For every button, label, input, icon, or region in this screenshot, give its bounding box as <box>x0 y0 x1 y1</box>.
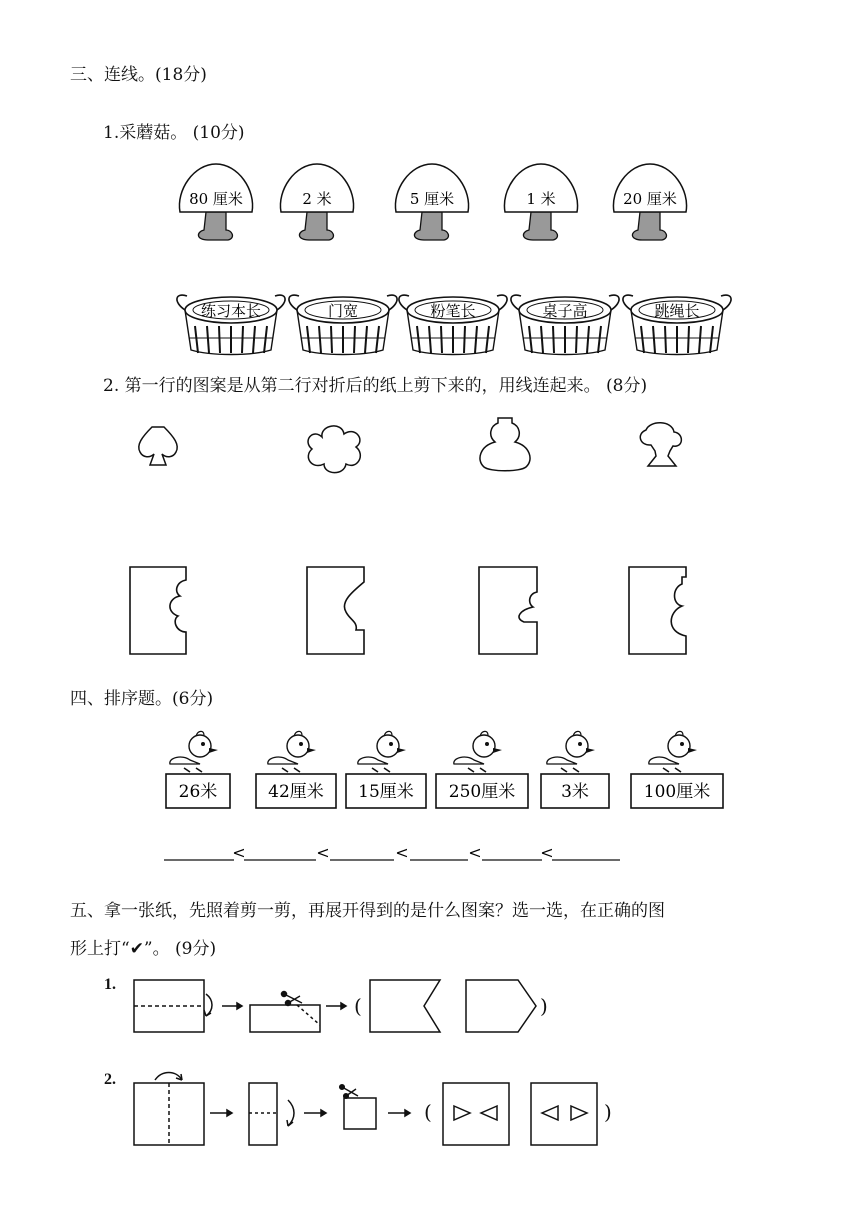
basket-label: 跳绳长 <box>654 302 700 320</box>
mushroom-label: 80 厘米 <box>189 190 243 208</box>
basket <box>623 295 731 354</box>
duck-row <box>0 730 860 815</box>
duck-icon <box>649 757 679 764</box>
duck-label: 3米 <box>561 782 589 802</box>
folded-paper-3 <box>479 567 537 654</box>
less-than-sign: < <box>232 843 246 862</box>
option-shape-a <box>370 980 440 1032</box>
q2-title: 2. 第一行的图案是从第二行对折后的纸上剪下来的，用线连起来。 (8分) <box>103 376 648 396</box>
paper-folded-2a <box>249 1083 277 1145</box>
less-than-sign: < <box>540 843 554 862</box>
duck-icon <box>268 757 298 764</box>
duck-card <box>541 731 609 808</box>
basket-label: 桌子高 <box>542 302 588 320</box>
mushroom-label: 20 厘米 <box>623 190 677 208</box>
q1-label: 1. <box>104 976 116 993</box>
mushroom-label: 1 米 <box>526 190 556 208</box>
mushroom <box>395 164 468 240</box>
folded-papers <box>0 560 860 660</box>
duck-label: 15厘米 <box>358 782 414 802</box>
q2-label: 2. <box>104 1071 116 1088</box>
mushroom-label: 2 米 <box>302 190 332 208</box>
section5-title-line1: 五、拿一张纸，先照着剪一剪，再展开得到的是什么图案？选一选，在正确的图 <box>70 901 665 921</box>
gourd-shape <box>480 418 530 471</box>
basket <box>289 295 397 354</box>
club-shape <box>640 423 681 466</box>
fold-cut-diagram-1 <box>0 970 860 1040</box>
basket-row <box>0 288 860 360</box>
folded-paper-2 <box>307 567 364 654</box>
cutout-shapes <box>0 410 860 480</box>
folded-paper-4 <box>629 567 686 654</box>
basket-label: 门宽 <box>327 302 359 320</box>
duck-icon <box>454 757 484 764</box>
duck-icon <box>358 757 388 764</box>
duck-icon <box>547 757 577 764</box>
mushroom <box>179 164 252 240</box>
folded-paper-1 <box>130 567 186 654</box>
less-than-sign: < <box>316 843 330 862</box>
less-than-sign: < <box>395 843 409 862</box>
section5-title-line2: 形上打“✔”。 (9分) <box>70 939 217 959</box>
q1-title: 1.采蘑菇。 (10分) <box>103 123 245 143</box>
mushroom-label: 5 厘米 <box>409 190 455 208</box>
baskets-svg <box>0 288 860 360</box>
duck-card <box>346 731 426 808</box>
option-2a <box>443 1083 509 1145</box>
duck-card <box>631 731 723 808</box>
mushroom <box>280 164 353 240</box>
duck-icon <box>170 757 200 764</box>
fold-arrow-side <box>288 1100 294 1126</box>
paper-folded-2b <box>344 1098 376 1129</box>
option-shape-b <box>466 980 536 1032</box>
paren-close-1: ) <box>540 994 548 1018</box>
spade-shape <box>139 427 178 465</box>
duck-card <box>256 731 336 808</box>
basket <box>511 295 619 354</box>
paper-folded <box>250 1005 320 1032</box>
paren-open-1: ( <box>354 994 362 1018</box>
section4-title: 四、排序题。(6分) <box>70 689 214 709</box>
basket <box>399 295 507 354</box>
mushrooms-svg <box>0 160 860 250</box>
sort-answer-line <box>160 838 630 864</box>
duck-card <box>436 731 528 808</box>
duck-label: 26米 <box>178 782 218 802</box>
basket-label: 练习本长 <box>200 302 262 320</box>
duck-label: 250厘米 <box>448 782 516 802</box>
basket-label: 粉笔长 <box>430 302 476 320</box>
less-than-sign: < <box>468 843 482 862</box>
paren-open-2: ( <box>424 1100 432 1124</box>
duck-label: 42厘米 <box>268 782 324 802</box>
flower-shape <box>308 426 360 473</box>
blanks-svg <box>160 838 630 864</box>
duck-label: 100厘米 <box>643 782 711 802</box>
mushroom <box>613 164 686 240</box>
paren-close-2: ) <box>604 1100 612 1124</box>
section3-title: 三、连线。(18分) <box>70 65 207 85</box>
fold-arrow <box>206 994 212 1016</box>
mushroom-row <box>0 160 860 250</box>
duck-card <box>166 731 230 808</box>
option-2b <box>531 1083 597 1145</box>
ducks-svg <box>0 730 860 815</box>
basket <box>177 295 285 354</box>
mushroom <box>504 164 577 240</box>
